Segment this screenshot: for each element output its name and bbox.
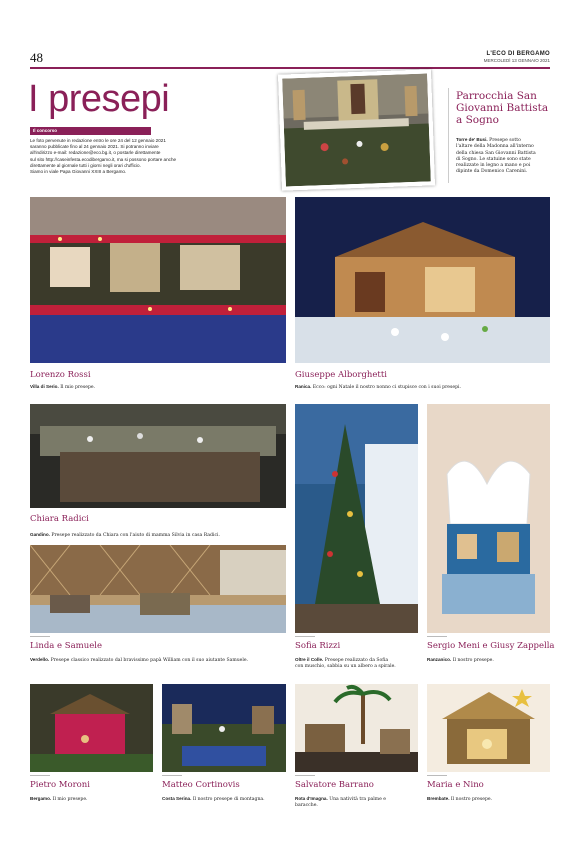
photo-pietro-moroni (30, 684, 153, 772)
divider (295, 636, 315, 637)
contest-line: Siamo in viale Papa Giovanni XXIII a Bergamo. (30, 169, 127, 175)
contest-line: direttamente al giornale tutti i giorni negli orari d'ufficio. (30, 162, 141, 168)
entry-name: Maria e Nino (427, 780, 484, 790)
contest-line: Le foto pervenute in redazione entro le ore 24 del 12 gennaio 2021 (30, 138, 166, 143)
entry-caption-text: Presepe classico realizzato dal bravissimo papà William con il suo aiutante Samuele. (49, 658, 249, 663)
entry-caption (427, 657, 550, 664)
divider (427, 775, 447, 776)
entry-caption-text: Il mio presepe. (51, 797, 88, 802)
entry-caption (295, 657, 420, 671)
entry-caption (295, 384, 550, 391)
entry-name: Sergio Meni e Giusy Zappella (427, 641, 555, 651)
entry-caption-text: Il nostro presepe. (449, 797, 493, 802)
entry-caption (30, 657, 286, 664)
entry-name: Matteo Cortinovis (162, 780, 240, 790)
entry-place: Bergamo. (30, 796, 52, 801)
entry-caption (30, 532, 286, 539)
photo-maria-e-nino (427, 684, 550, 772)
entry-place: Verdello. (30, 657, 50, 662)
featured-place: Torre de' Busi. (456, 137, 488, 142)
entry-caption (30, 384, 280, 391)
contest-line: sul sito http://caseinfesta.ecodibergamo.it, ma si possono portare anche (30, 156, 177, 162)
entry-name: Linda e Samuele (30, 641, 102, 651)
entry-caption-text: Una natività tra palme e (327, 797, 387, 802)
entry-place: Ranzanico. (427, 657, 452, 662)
contest-text (30, 138, 180, 175)
photo-lorenzo-rossi (30, 197, 286, 363)
photo-sofia-rizzi (295, 404, 418, 633)
entry-place: Villa di Serio. (30, 384, 59, 389)
featured-caption-line: dipinte da Domenico Carenini. (456, 169, 528, 175)
divider (30, 636, 50, 637)
entry-name: Sofia Rizzi (295, 641, 341, 651)
header-rule (30, 67, 550, 69)
entry-caption (30, 796, 153, 803)
entry-place: Brembate. (427, 796, 450, 801)
featured-title (456, 90, 566, 126)
entry-place: Rota d'Imagna. (295, 796, 328, 801)
masthead (484, 51, 550, 63)
photo-chiara-radici (30, 404, 286, 508)
entry-caption-text: baracche. (295, 803, 318, 809)
contest-line: saranno pubblicate fino al 24 gennaio 2021. Si potranno inviare (30, 144, 159, 150)
entry-caption-text: Il nostro presepe. (451, 658, 494, 663)
entry-caption-text: Il mio presepe. (58, 385, 96, 390)
entry-name: Giuseppe Alborghetti (295, 370, 387, 380)
entry-caption (427, 796, 550, 803)
entry-place: Oltre il Colle. (295, 657, 324, 662)
featured-caption-line: di Sogno. Le statuine sono state (456, 156, 531, 162)
entry-name: Chiara Radici (30, 514, 89, 524)
entry-caption-text: Il nostro presepe di montagna. (191, 797, 265, 802)
issue-date: MERCOLEDÌ 13 GENNAIO 2021 (483, 58, 550, 63)
contest-label: Il concorso (30, 127, 151, 135)
featured-caption-line: l'altare della Madonna all'interno (456, 144, 534, 150)
photo-salvatore-barrano (295, 684, 418, 772)
entry-name: Lorenzo Rossi (30, 370, 91, 380)
entry-caption-text: Presepe realizzato da Chiara con l'aiuto di mamma Silvia in casa Radici. (49, 533, 220, 538)
entry-caption-text: Presepe realizzato da Sofia (323, 658, 389, 663)
photo-giuseppe-alborghetti (295, 197, 550, 363)
entry-caption-text: Ecco: ogni Natale il nostro nonno ci stupisce con i suoi presepi. (311, 385, 461, 390)
entry-place: Gandino. (30, 532, 50, 537)
featured-photo (278, 69, 435, 190)
entry-caption-text: con muschio, sabbia su un albero a spirale. (295, 664, 396, 670)
page-title: I presepi (28, 78, 170, 120)
divider (295, 775, 315, 776)
featured-title-line: Parrocchia San (456, 90, 537, 102)
photo-matteo-cortinovis (162, 684, 286, 772)
featured-title-line: Giovanni Battista (456, 102, 549, 114)
column-divider (448, 88, 449, 183)
photo-sergio-meni-giusy-zappella (427, 404, 550, 633)
divider (427, 636, 447, 637)
photo-linda-e-samuele (30, 545, 286, 633)
newspaper-name: L'ECO DI BERGAMO (486, 51, 550, 57)
featured-caption-line: realizzate in legno a mano e poi (456, 163, 531, 169)
entry-place: Costa Serina. (162, 796, 192, 801)
entry-name: Salvatore Barrano (295, 780, 374, 790)
entry-caption (295, 796, 418, 810)
featured-caption-line: Presepe sotto (487, 138, 521, 143)
contest-line: all'indirizzo e-mail: redazione@eco.bg.it, o postarle direttamente (30, 150, 161, 156)
entry-place: Ranica. (295, 384, 312, 389)
divider (162, 775, 182, 776)
page-number: 48 (30, 50, 43, 65)
entry-caption (162, 796, 286, 803)
featured-caption (456, 137, 554, 176)
featured-title-line: a Sogno (456, 114, 499, 126)
entry-name: Pietro Moroni (30, 780, 90, 790)
featured-caption-line: della chiesa San Giovanni Battista (456, 150, 536, 156)
divider (30, 775, 50, 776)
